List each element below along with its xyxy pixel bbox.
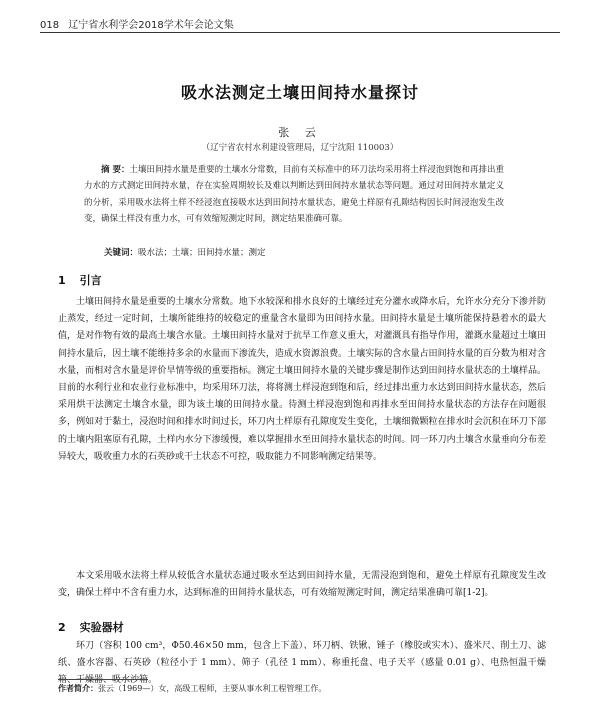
author-affiliation: （辽宁省农村水利建设管理局，辽宁沈阳 110003）: [201, 143, 399, 153]
body-paragraph: 土壤田间持水量是重要的土壤水分常数。地下水较深和排水良好的土壤经过充分灌水或降水后，允许水分充分下渗并防止蒸发，经过一定时间，土壤所能维持的较稳定的重量含水量即为田间持水量。田间持水量是土壤所能保持悬着水的最大值，是对作物有效的最高土壤含水量。土壤田间持水量对于抗旱工作意义重大，对灌溉具有指导作用，灌溉水量超过土壤田间持水量后，因土壤不能维持多余的水量而下渗流失，造成水资源浪费。土壤实际的含水量占田间持水量的百分数为相对含水量，而相对含水量是评价旱情等级的重要指标。测定土壤田间持水量的关键步骤是制作达到田间持水量状态的土壤样品。目前的水利行业和农业行业标准中，均采用环刀法，将将测土样浸泡到饱和后，经过排出重力水达到田间持水量状态，然后采用烘干法测定土壤含水量，即为该土壤的田间持水量。待测土样浸泡到饱和再排水至田间持水量状态的方法存在问题很多，例如对于黏土，浸泡时间和排水时间过长，环刀内土样原有孔隙度发生变化，土壤细微颗粒在排水时会沉积在环刀下部的土壤内阻塞原有孔隙，土样内水分下渗缓慢，难以掌握排水至田间持水量状态的时间。同一环刀内土壤含水量垂向分布差异较大，吸收重力水的石英砂或干土状态不可控，吸取能力不同影响测定结果等。: [58, 297, 546, 462]
header-rule: [40, 32, 560, 33]
footnote-text: 张云（1969—）女，高级工程师，主要从事水利工程管理工作。: [98, 684, 327, 693]
keywords: [104, 246, 504, 258]
body-paragraph-2: [58, 568, 546, 602]
section-number: 1: [58, 274, 66, 287]
footnote: [58, 683, 326, 694]
page-number: 018: [40, 20, 60, 31]
section-title: 引言: [79, 274, 102, 287]
body-paragraph-3: 环刀（容积 100 cm³，Φ50.46×50 mm，包含上下盖）、环刀柄、铁锹、锤子（橡胶或实木）、盛米尺、削土刀、滤纸、盛水容器、石英砂（粒径小于 1 mm）、筛子（孔径 1 mm）、称重托盘、电子天平（感量 0.01 g）、电热恒温干燥箱、干燥器、吸水沙箱。: [58, 641, 546, 686]
keywords-label: 关键词：: [104, 248, 139, 258]
running-header: [40, 16, 560, 31]
running-title: 辽宁省水利学会2018学术年会论文集: [68, 20, 234, 31]
section-heading-2: [58, 619, 124, 635]
keywords-text: 吸水法；土壤；田间持水量；测定: [138, 248, 266, 258]
section-title: 实验器材: [79, 621, 124, 634]
abstract-text: 土壤田间持水量是重要的土壤水分常数，目前有关标准中的环刀法均采用将土样浸泡到饱和再排出重力水的方式测定田间持水量，存在实验周期较长及难以判断达到田间持水量状态等问题。通过对田间持水量定义的分析，采用吸水法将土样不经浸泡直接吸水达到田间持水量状态，避免土样原有孔隙结构因长时间浸泡发生改变，确保土样没有重力水，可有效缩短测定时间，测定结果准确可靠。: [84, 165, 504, 225]
abstract: [84, 162, 504, 228]
abstract-label: 摘 要：: [101, 165, 130, 175]
paragraph-text: 本文采用吸水法将土样从较低含水量状态通过吸水至达到田间持水量，无需浸泡到饱和，避免土样原有孔隙度发生改变，确保土样中不含有重力水，达到标准的田间持水量状态，可有效缩短测定时间，测定结果准确可靠[1-2]。: [58, 571, 546, 599]
footnote-label: 作者简介：: [58, 684, 98, 693]
paper-title: 吸水法测定土壤田间持水量探讨: [180, 83, 419, 102]
footnote-rule: [58, 679, 148, 680]
section-heading-1: [58, 272, 102, 288]
section-number: 2: [58, 621, 66, 634]
paper-author: 张 云: [278, 126, 322, 139]
